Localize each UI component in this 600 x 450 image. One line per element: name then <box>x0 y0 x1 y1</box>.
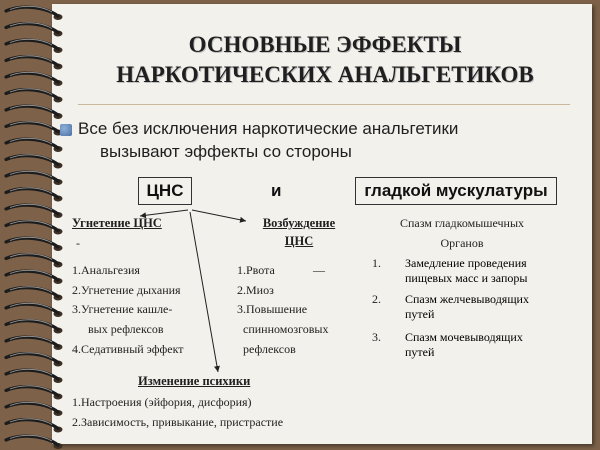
intro-text <box>78 117 548 163</box>
slide-title <box>60 30 590 90</box>
spasm-item-1-num: 1. <box>372 256 381 270</box>
excitation-item-1: 1.Рвота <box>237 263 275 277</box>
spasm-item-3-line-1: Спазм мочевыводящих <box>405 330 523 344</box>
psyche-item-2: 2.Зависимость, привыкание, пристрастие <box>72 415 284 429</box>
title-divider <box>78 104 570 105</box>
spasm-item-3-num: 3. <box>372 330 381 344</box>
excitation-header-1: Возбуждение <box>262 216 336 230</box>
smooth-muscle-box: гладкой мускулатуры <box>355 177 557 205</box>
spasm-item-2-line-2: путей <box>405 307 435 321</box>
excitation-item-3-cont-2: рефлексов <box>243 342 296 356</box>
spasm-header-2: Органов <box>440 236 484 250</box>
spasm-header-1: Спазм гладкомышечных <box>399 216 525 230</box>
inhibition-item-1: 1.Анальгезия <box>72 263 140 277</box>
intro-line-1: Все без исключения наркотические анальгетики <box>78 119 459 138</box>
spasm-item-2-num: 2. <box>372 292 381 306</box>
inhibition-item-3-cont: вых рефлексов <box>88 322 164 336</box>
excitation-item-1-dash: — <box>313 263 325 277</box>
inhibition-dash: - <box>76 236 80 250</box>
and-label: и <box>271 181 282 200</box>
intro-line-2: вызывают эффекты со стороны <box>100 142 352 161</box>
spasm-item-1-line-2: пищевых масс и запоры <box>405 271 528 285</box>
title-line-2: НАРКОТИЧЕСКИХ АНАЛЬГЕТИКОВ <box>116 62 534 87</box>
cns-box: ЦНС <box>138 177 192 205</box>
excitation-header-2: ЦНС <box>284 234 314 248</box>
bullet-icon <box>60 124 72 136</box>
inhibition-item-2: 2.Угнетение дыхания <box>72 283 181 297</box>
excitation-item-3: 3.Повышение <box>237 302 308 316</box>
excitation-item-3-cont: спинномозговых <box>243 322 329 336</box>
inhibition-header: Угнетение ЦНС <box>72 216 162 230</box>
spasm-item-3-line-2: путей <box>405 345 435 359</box>
spasm-item-1-line-1: Замедление проведения <box>405 256 527 270</box>
excitation-item-2: 2.Миоз <box>237 283 274 297</box>
inhibition-item-3: 3.Угнетение кашле- <box>72 302 173 316</box>
inhibition-item-4: 4.Седативный эффект <box>72 342 184 356</box>
psyche-header: Изменение психики <box>138 374 251 388</box>
psyche-item-1: 1.Настроения (эйфория, дисфория) <box>72 395 252 409</box>
title-line-1: ОСНОВНЫЕ ЭФФЕКТЫ <box>188 32 462 57</box>
spasm-item-2-line-1: Спазм желчевыводящих <box>405 292 529 306</box>
